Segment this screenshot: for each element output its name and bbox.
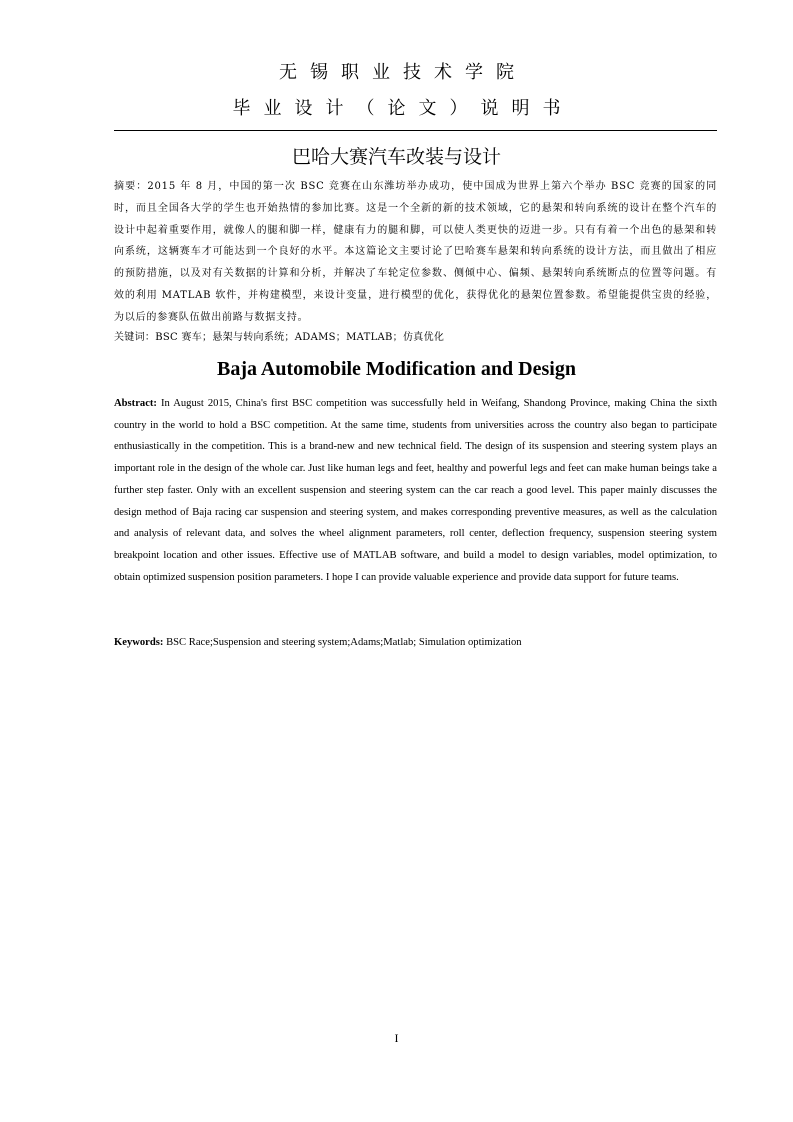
chinese-abstract-text: 2015 年 8 月，中国的第一次 BSC 竞赛在山东潍坊举办成功，使中国成为世界上第六个举办 BSC 竞赛的国家的同时，而且全国各大学的学生也开始热情的参加比赛。这是一个全新的新的技术领域，它的悬架和转向系统的设计在整个汽车的设计中起着重要作用，就像人的腿和脚一样，健康有力的腿和脚，可以使人类更快的迈进一步。只有有着一个出色的悬架和转向系统，这辆赛车才可能达到一个良好的水平。本这篇论文主要讨论了巴哈赛车悬架和转向系统的设计方法，而且做出了相应的预防措施，以及对有关数据的计算和分析，并解决了车轮定位参数、侧倾中心、偏频、悬架转向系统断点的位置等问题。有效的利用 MATLAB 软件，并构建模型，来设计变量，进行模型的优化，获得优化的悬架位置参数。希望能提供宝贵的经验，为以后的参赛队伍做出前路与数据支持。: [114, 181, 717, 323]
english-keywords-label: Keywords:: [114, 637, 164, 648]
english-keywords: [114, 634, 717, 652]
chinese-abstract-label: 摘要：: [114, 181, 148, 192]
document-type-heading: 毕业设计（论文）说明书: [232, 98, 574, 119]
english-abstract-text: In August 2015, China's first BSC competition was successfully held in Weifang, Shandong Province, making China the sixth country in the world to hold a BSC competition. At the same time, students from universities across the country also began to participate enthusiastically in the competition. This is a brand-new and new technical field. The design of its suspension and steering system plays an important role in the design of the whole car. Just like human legs and feet, healthy and powerful legs and feet can make human beings take a further step faster. Only with an excellent suspension and steering system can the car reach a good level. This paper mainly discusses the design method of Baja racing car suspension and steering system, and makes corresponding preventive measures, as well as the calculation and analysis of relevant data, and solves the wheel alignment parameters, roll center, deflection frequency, suspension steering system breakpoint location and other issues. Effective use of MATLAB software, and build a model to design variables, model optimization, to obtain optimized suspension position parameters. I hope I can provide valuable experience and provide data support for future teams.: [114, 398, 717, 583]
english-title: Baja Automobile Modification and Design: [217, 358, 576, 380]
english-abstract-label: Abstract:: [114, 398, 157, 409]
page-number: I: [394, 1031, 399, 1045]
chinese-keywords-label: 关键词：: [114, 332, 156, 343]
institution-name: 无锡职业技术学院: [279, 62, 527, 83]
chinese-title: 巴哈大赛汽车改装与设计: [291, 146, 501, 168]
chinese-keywords: [114, 329, 717, 347]
header-divider: [114, 130, 717, 131]
english-keywords-text: BSC Race;Suspension and steering system;Adams;Matlab; Simulation optimization: [166, 637, 522, 648]
chinese-keywords-text: BSC 赛车；悬架与转向系统；ADAMS；MATLAB；仿真优化: [155, 332, 445, 343]
chinese-abstract: [114, 176, 717, 329]
english-abstract: [114, 393, 717, 588]
